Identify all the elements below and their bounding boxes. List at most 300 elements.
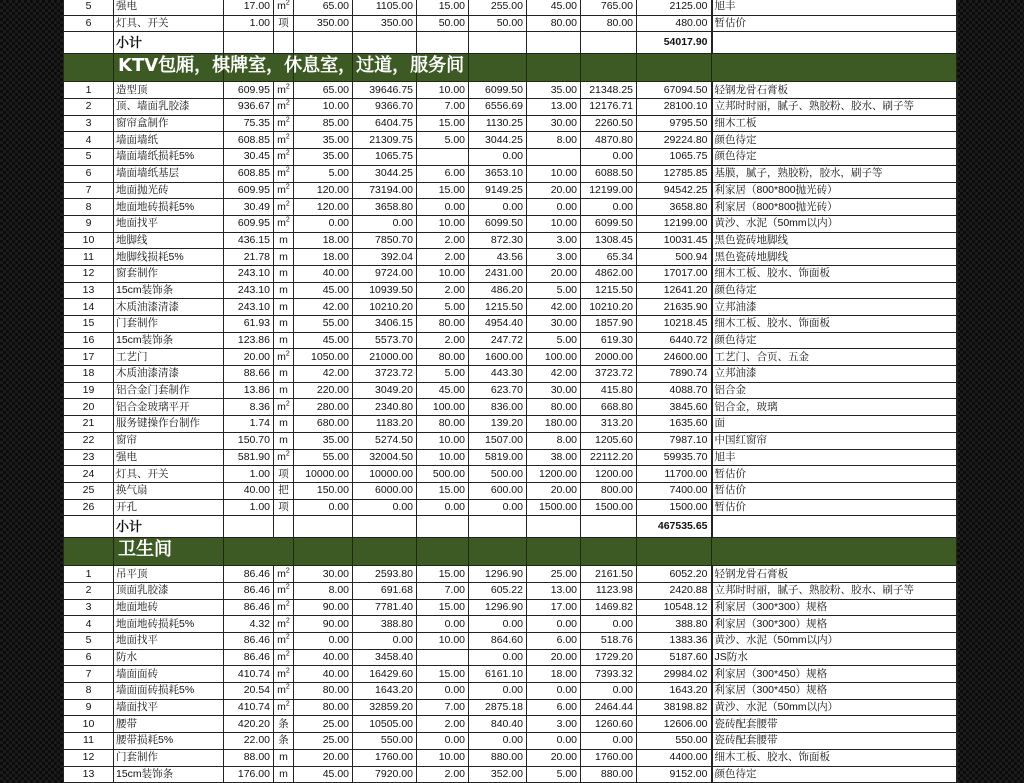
item-name-cell[interactable]: 墙面找平 [114,699,224,716]
material-unit-price-cell[interactable]: 35.00 [294,432,353,449]
labor-unit-price-cell[interactable]: 7.00 [417,699,469,716]
material-unit-price-cell[interactable]: 10.00 [294,99,353,116]
material-unit-price-cell[interactable]: 20.00 [294,749,353,766]
row-index[interactable]: 11 [64,249,114,266]
item-name-cell[interactable]: 门套制作 [114,316,224,333]
aux-total-cell[interactable]: 1857.90 [581,316,637,333]
material-unit-price-cell[interactable]: 1050.00 [294,349,353,366]
notes-cell[interactable]: 铝合金 [712,382,957,399]
notes-cell[interactable]: 细木工板、胶水、饰面板 [712,265,957,282]
quantity-cell[interactable]: 608.85 [224,132,274,149]
aux-unit-price-cell[interactable]: 0.00 [527,683,581,700]
material-unit-price-cell[interactable]: 55.00 [294,449,353,466]
unit-cell[interactable]: m [274,316,294,333]
unit-cell[interactable]: $m^2$ [274,165,294,182]
aux-total-cell[interactable]: 0.00 [581,199,637,216]
line-total-cell[interactable]: 12641.20 [637,282,712,299]
material-unit-price-cell[interactable]: 120.00 [294,199,353,216]
material-total-cell[interactable]: 1065.75 [353,149,417,166]
line-total-cell[interactable]: 29224.80 [637,132,712,149]
labor-unit-price-cell[interactable]: 80.00 [417,349,469,366]
quantity-cell[interactable]: 123.86 [224,332,274,349]
quantity-cell[interactable]: 410.74 [224,666,274,683]
material-total-cell[interactable]: 5274.50 [353,432,417,449]
aux-unit-price-cell[interactable]: 10.00 [527,215,581,232]
unit-cell[interactable]: $m^2$ [274,82,294,99]
labor-total-cell[interactable]: 500.00 [469,466,527,483]
aux-unit-price-cell[interactable]: 8.00 [527,132,581,149]
labor-total-cell[interactable]: 0.00 [469,499,527,516]
item-name-cell[interactable]: 铝合金门套制作 [114,382,224,399]
aux-unit-price-cell[interactable]: 10.00 [527,165,581,182]
labor-total-cell[interactable]: 5819.00 [469,449,527,466]
notes-cell[interactable]: 立邦时时丽，腻子、熟胶粉、胶水、刷子等 [712,99,957,116]
item-name-cell[interactable]: 防水 [114,649,224,666]
aux-total-cell[interactable]: 313.20 [581,416,637,433]
material-unit-price-cell[interactable]: 30.00 [294,566,353,583]
material-total-cell[interactable]: 392.04 [353,249,417,266]
material-unit-price-cell[interactable]: 0.00 [294,215,353,232]
row-index[interactable]: 1 [64,82,114,99]
item-name-cell[interactable]: 铝合金玻璃平开 [114,399,224,416]
labor-total-cell[interactable]: 880.00 [469,749,527,766]
aux-unit-price-cell[interactable]: 6.00 [527,633,581,650]
material-unit-price-cell[interactable]: 35.00 [294,132,353,149]
line-total-cell[interactable]: 2420.88 [637,582,712,599]
material-unit-price-cell[interactable]: 18.00 [294,249,353,266]
quantity-cell[interactable]: 1.00 [224,466,274,483]
aux-total-cell[interactable]: 2161.50 [581,566,637,583]
material-total-cell[interactable]: 2340.80 [353,399,417,416]
unit-cell[interactable]: $m^2$ [274,0,294,15]
notes-cell[interactable]: 瓷砖配套腰带 [712,716,957,733]
unit-cell[interactable]: m [274,382,294,399]
material-total-cell[interactable]: 691.68 [353,582,417,599]
quantity-cell[interactable]: 86.46 [224,566,274,583]
aux-unit-price-cell[interactable]: 80.00 [527,399,581,416]
item-name-cell[interactable]: 木质油漆清漆 [114,299,224,316]
material-unit-price-cell[interactable]: 85.00 [294,115,353,132]
item-name-cell[interactable]: 木质油漆清漆 [114,366,224,383]
labor-unit-price-cell[interactable]: 10.00 [417,82,469,99]
aux-unit-price-cell[interactable]: 3.00 [527,232,581,249]
aux-total-cell[interactable]: 22112.20 [581,449,637,466]
quantity-cell[interactable]: 243.10 [224,299,274,316]
material-total-cell[interactable]: 10000.00 [353,466,417,483]
row-index[interactable]: 10 [64,232,114,249]
unit-cell[interactable]: $m^2$ [274,449,294,466]
notes-cell[interactable]: 轻钢龙骨石膏板 [712,566,957,583]
row-index[interactable]: 7 [64,666,114,683]
row-index[interactable]: 16 [64,332,114,349]
unit-cell[interactable]: m [274,366,294,383]
aux-unit-price-cell[interactable]: 5.00 [527,282,581,299]
aux-unit-price-cell[interactable]: 5.00 [527,766,581,783]
labor-total-cell[interactable]: 3653.10 [469,165,527,182]
labor-total-cell[interactable]: 0.00 [469,649,527,666]
notes-cell[interactable]: 立邦时时丽，腻子、熟胶粉、胶水、刷子等 [712,582,957,599]
labor-total-cell[interactable]: 6556.69 [469,99,527,116]
quantity-cell[interactable]: 20.00 [224,349,274,366]
row-index[interactable]: 5 [64,0,114,15]
line-total-cell[interactable]: 6440.72 [637,332,712,349]
aux-unit-price-cell[interactable]: 0.00 [527,616,581,633]
material-unit-price-cell[interactable]: 18.00 [294,232,353,249]
notes-cell[interactable]: 工艺门、合页、五金 [712,349,957,366]
line-total-cell[interactable]: 3845.60 [637,399,712,416]
quantity-cell[interactable]: 1.74 [224,416,274,433]
item-name-cell[interactable]: 开孔 [114,499,224,516]
quantity-cell[interactable]: 176.00 [224,766,274,783]
item-name-cell[interactable]: 地脚线损耗5% [114,249,224,266]
unit-cell[interactable]: $m^2$ [274,683,294,700]
labor-unit-price-cell[interactable]: 100.00 [417,399,469,416]
aux-unit-price-cell[interactable]: 45.00 [527,0,581,15]
unit-cell[interactable]: m [274,265,294,282]
notes-cell[interactable]: 细木工板、胶水、饰面板 [712,749,957,766]
quantity-cell[interactable]: 75.35 [224,115,274,132]
material-unit-price-cell[interactable]: 80.00 [294,699,353,716]
labor-unit-price-cell[interactable]: 2.00 [417,249,469,266]
labor-unit-price-cell[interactable]: 7.00 [417,582,469,599]
quantity-cell[interactable]: 88.66 [224,366,274,383]
notes-cell[interactable]: 轻钢龙骨石膏板 [712,82,957,99]
unit-cell[interactable]: m [274,432,294,449]
row-index[interactable]: 2 [64,582,114,599]
item-name-cell[interactable]: 窗帘盒制作 [114,115,224,132]
material-total-cell[interactable]: 6000.00 [353,482,417,499]
item-name-cell[interactable]: 15cm装饰条 [114,332,224,349]
labor-unit-price-cell[interactable]: 5.00 [417,366,469,383]
labor-unit-price-cell[interactable]: 15.00 [417,599,469,616]
labor-total-cell[interactable]: 139.20 [469,416,527,433]
item-name-cell[interactable]: 换气扇 [114,482,224,499]
row-index[interactable]: 6 [64,649,114,666]
quantity-cell[interactable]: 608.85 [224,165,274,182]
line-total-cell[interactable]: 2125.00 [637,0,712,15]
aux-unit-price-cell[interactable]: 13.00 [527,99,581,116]
quantity-cell[interactable]: 150.70 [224,432,274,449]
aux-unit-price-cell[interactable]: 100.00 [527,349,581,366]
line-total-cell[interactable]: 6052.20 [637,566,712,583]
line-total-cell[interactable]: 1643.20 [637,683,712,700]
labor-unit-price-cell[interactable]: 0.00 [417,683,469,700]
labor-unit-price-cell[interactable]: 10.00 [417,449,469,466]
unit-cell[interactable]: m [274,299,294,316]
aux-total-cell[interactable]: 0.00 [581,149,637,166]
labor-unit-price-cell[interactable]: 6.00 [417,165,469,182]
labor-unit-price-cell[interactable] [417,149,469,166]
unit-cell[interactable]: $m^2$ [274,566,294,583]
row-index[interactable]: 4 [64,616,114,633]
aux-total-cell[interactable]: 1729.20 [581,649,637,666]
line-total-cell[interactable]: 29984.02 [637,666,712,683]
aux-total-cell[interactable]: 0.00 [581,616,637,633]
material-total-cell[interactable]: 1643.20 [353,683,417,700]
line-total-cell[interactable]: 94542.25 [637,182,712,199]
aux-unit-price-cell[interactable]: 20.00 [527,749,581,766]
labor-unit-price-cell[interactable]: 80.00 [417,416,469,433]
labor-unit-price-cell[interactable]: 7.00 [417,99,469,116]
aux-unit-price-cell[interactable]: 0.00 [527,199,581,216]
line-total-cell[interactable]: 12606.00 [637,716,712,733]
row-index[interactable]: 5 [64,149,114,166]
unit-cell[interactable]: 条 [274,716,294,733]
material-total-cell[interactable]: 1183.20 [353,416,417,433]
row-index[interactable]: 15 [64,316,114,333]
unit-cell[interactable]: $m^2$ [274,616,294,633]
aux-total-cell[interactable]: 765.00 [581,0,637,15]
material-total-cell[interactable]: 16429.60 [353,666,417,683]
line-total-cell[interactable]: 59935.70 [637,449,712,466]
unit-cell[interactable]: $m^2$ [274,649,294,666]
labor-unit-price-cell[interactable]: 0.00 [417,733,469,750]
aux-unit-price-cell[interactable]: 20.00 [527,182,581,199]
labor-total-cell[interactable]: 1296.90 [469,599,527,616]
quantity-cell[interactable]: 420.20 [224,716,274,733]
row-index[interactable]: 13 [64,766,114,783]
material-total-cell[interactable]: 6404.75 [353,115,417,132]
material-unit-price-cell[interactable]: 150.00 [294,482,353,499]
labor-total-cell[interactable]: 0.00 [469,149,527,166]
item-name-cell[interactable]: 地面找平 [114,633,224,650]
line-total-cell[interactable]: 1065.75 [637,149,712,166]
unit-cell[interactable]: m [274,282,294,299]
aux-total-cell[interactable]: 10210.20 [581,299,637,316]
row-index[interactable]: 21 [64,416,114,433]
aux-total-cell[interactable]: 12176.71 [581,99,637,116]
material-unit-price-cell[interactable]: 0.00 [294,499,353,516]
aux-total-cell[interactable]: 518.76 [581,633,637,650]
material-total-cell[interactable]: 39646.75 [353,82,417,99]
quantity-cell[interactable]: 609.95 [224,215,274,232]
notes-cell[interactable]: 黄沙、水泥（50mm以内） [712,633,957,650]
unit-cell[interactable]: 项 [274,15,294,32]
labor-total-cell[interactable]: 836.00 [469,399,527,416]
aux-unit-price-cell[interactable]: 35.00 [527,82,581,99]
material-unit-price-cell[interactable]: 120.00 [294,182,353,199]
material-total-cell[interactable]: 2593.80 [353,566,417,583]
material-total-cell[interactable]: 32859.20 [353,699,417,716]
aux-unit-price-cell[interactable]: 30.00 [527,316,581,333]
line-total-cell[interactable]: 1500.00 [637,499,712,516]
item-name-cell[interactable]: 吊平顶 [114,566,224,583]
aux-total-cell[interactable]: 0.00 [581,733,637,750]
labor-unit-price-cell[interactable]: 0.00 [417,199,469,216]
notes-cell[interactable]: 面 [712,416,957,433]
aux-total-cell[interactable]: 1260.60 [581,716,637,733]
item-name-cell[interactable]: 门套制作 [114,749,224,766]
aux-total-cell[interactable]: 1200.00 [581,466,637,483]
aux-total-cell[interactable]: 619.30 [581,332,637,349]
aux-unit-price-cell[interactable]: 180.00 [527,416,581,433]
aux-total-cell[interactable]: 0.00 [581,683,637,700]
row-index[interactable]: 14 [64,299,114,316]
labor-total-cell[interactable]: 247.72 [469,332,527,349]
material-total-cell[interactable]: 7920.00 [353,766,417,783]
item-name-cell[interactable]: 15cm装饰条 [114,766,224,783]
material-unit-price-cell[interactable]: 42.00 [294,366,353,383]
material-total-cell[interactable]: 1105.00 [353,0,417,15]
aux-total-cell[interactable]: 1500.00 [581,499,637,516]
labor-total-cell[interactable]: 1296.90 [469,566,527,583]
labor-total-cell[interactable]: 1130.25 [469,115,527,132]
labor-total-cell[interactable]: 0.00 [469,683,527,700]
labor-unit-price-cell[interactable]: 50.00 [417,15,469,32]
material-total-cell[interactable]: 3658.80 [353,199,417,216]
aux-total-cell[interactable]: 2000.00 [581,349,637,366]
notes-cell[interactable]: 黄沙、水泥（50mm以内） [712,215,957,232]
labor-total-cell[interactable]: 43.56 [469,249,527,266]
quantity-cell[interactable]: 86.46 [224,649,274,666]
aux-unit-price-cell[interactable]: 13.00 [527,582,581,599]
item-name-cell[interactable]: 墙面面砖损耗5% [114,683,224,700]
row-index[interactable]: 6 [64,15,114,32]
notes-cell[interactable]: 颜色待定 [712,332,957,349]
material-total-cell[interactable]: 9724.00 [353,265,417,282]
material-unit-price-cell[interactable]: 350.00 [294,15,353,32]
unit-cell[interactable]: m [274,749,294,766]
row-index[interactable]: 5 [64,633,114,650]
unit-cell[interactable]: m [274,249,294,266]
labor-total-cell[interactable]: 605.22 [469,582,527,599]
subtotal-label[interactable]: 小计 [114,516,224,538]
material-unit-price-cell[interactable]: 35.00 [294,149,353,166]
material-unit-price-cell[interactable]: 8.00 [294,582,353,599]
item-name-cell[interactable]: 顶、墙面乳胶漆 [114,99,224,116]
material-total-cell[interactable]: 21000.00 [353,349,417,366]
notes-cell[interactable]: 铝合金，玻璃 [712,399,957,416]
quantity-cell[interactable]: 609.95 [224,82,274,99]
labor-total-cell[interactable]: 1600.00 [469,349,527,366]
line-total-cell[interactable]: 10548.12 [637,599,712,616]
row-index[interactable]: 17 [64,349,114,366]
quantity-cell[interactable]: 88.00 [224,749,274,766]
labor-unit-price-cell[interactable]: 15.00 [417,115,469,132]
aux-unit-price-cell[interactable]: 25.00 [527,566,581,583]
row-index[interactable]: 18 [64,366,114,383]
labor-total-cell[interactable]: 0.00 [469,733,527,750]
unit-cell[interactable]: $m^2$ [274,215,294,232]
labor-unit-price-cell[interactable]: 0.00 [417,616,469,633]
notes-cell[interactable]: 立邦油漆 [712,366,957,383]
notes-cell[interactable]: 暂估价 [712,466,957,483]
material-total-cell[interactable]: 9366.70 [353,99,417,116]
material-unit-price-cell[interactable]: 45.00 [294,766,353,783]
labor-total-cell[interactable]: 50.00 [469,15,527,32]
labor-total-cell[interactable]: 623.70 [469,382,527,399]
notes-cell[interactable]: 旭丰 [712,449,957,466]
item-name-cell[interactable]: 地面抛光砖 [114,182,224,199]
notes-cell[interactable]: 立邦油漆 [712,299,957,316]
aux-unit-price-cell[interactable]: 30.00 [527,382,581,399]
quantity-cell[interactable]: 20.54 [224,683,274,700]
item-name-cell[interactable]: 墙面墙纸损耗5% [114,149,224,166]
labor-unit-price-cell[interactable]: 15.00 [417,0,469,15]
aux-total-cell[interactable]: 800.00 [581,482,637,499]
labor-unit-price-cell[interactable]: 2.00 [417,232,469,249]
unit-cell[interactable]: $m^2$ [274,582,294,599]
aux-unit-price-cell[interactable]: 80.00 [527,15,581,32]
quantity-cell[interactable]: 410.74 [224,699,274,716]
notes-cell[interactable]: 利家居（300*300）规格 [712,599,957,616]
labor-total-cell[interactable]: 6161.10 [469,666,527,683]
unit-cell[interactable]: $m^2$ [274,699,294,716]
material-total-cell[interactable]: 3406.15 [353,316,417,333]
material-total-cell[interactable]: 10505.00 [353,716,417,733]
item-name-cell[interactable]: 强电 [114,449,224,466]
notes-cell[interactable]: 黑色瓷砖地脚线 [712,249,957,266]
row-index[interactable]: 26 [64,499,114,516]
item-name-cell[interactable]: 地面地砖 [114,599,224,616]
item-name-cell[interactable]: 墙面墙纸 [114,132,224,149]
aux-unit-price-cell[interactable]: 0.00 [527,733,581,750]
notes-cell[interactable]: 利家居（300*450）规格 [712,666,957,683]
notes-cell[interactable]: 暂估价 [712,482,957,499]
material-unit-price-cell[interactable]: 680.00 [294,416,353,433]
quantity-cell[interactable]: 86.46 [224,582,274,599]
labor-unit-price-cell[interactable]: 2.00 [417,716,469,733]
quantity-cell[interactable]: 40.00 [224,482,274,499]
notes-cell[interactable]: 细木工板、胶水、饰面板 [712,316,957,333]
labor-unit-price-cell[interactable]: 2.00 [417,766,469,783]
notes-cell[interactable]: 旭丰 [712,0,957,15]
aux-total-cell[interactable]: 668.80 [581,399,637,416]
material-total-cell[interactable]: 388.80 [353,616,417,633]
labor-total-cell[interactable]: 255.00 [469,0,527,15]
aux-unit-price-cell[interactable]: 5.00 [527,332,581,349]
line-total-cell[interactable]: 10031.45 [637,232,712,249]
labor-unit-price-cell[interactable]: 0.00 [417,499,469,516]
material-total-cell[interactable]: 3044.25 [353,165,417,182]
notes-cell[interactable]: JS防水 [712,649,957,666]
quantity-cell[interactable]: 609.95 [224,182,274,199]
material-unit-price-cell[interactable]: 10000.00 [294,466,353,483]
aux-total-cell[interactable]: 6088.50 [581,165,637,182]
aux-total-cell[interactable]: 4870.80 [581,132,637,149]
line-total-cell[interactable]: 10218.45 [637,316,712,333]
labor-total-cell[interactable]: 1507.00 [469,432,527,449]
aux-unit-price-cell[interactable]: 38.00 [527,449,581,466]
unit-cell[interactable]: 把 [274,482,294,499]
labor-total-cell[interactable]: 840.40 [469,716,527,733]
row-index[interactable]: 25 [64,482,114,499]
labor-total-cell[interactable]: 0.00 [469,199,527,216]
labor-total-cell[interactable]: 6099.50 [469,215,527,232]
aux-total-cell[interactable]: 80.00 [581,15,637,32]
row-index[interactable]: 2 [64,99,114,116]
aux-total-cell[interactable]: 880.00 [581,766,637,783]
labor-total-cell[interactable]: 3044.25 [469,132,527,149]
aux-total-cell[interactable]: 4862.00 [581,265,637,282]
labor-unit-price-cell[interactable]: 10.00 [417,749,469,766]
line-total-cell[interactable]: 1383.36 [637,633,712,650]
item-name-cell[interactable]: 腰带损耗5% [114,733,224,750]
aux-total-cell[interactable]: 1205.60 [581,432,637,449]
labor-unit-price-cell[interactable]: 2.00 [417,332,469,349]
material-total-cell[interactable]: 350.00 [353,15,417,32]
aux-total-cell[interactable]: 7393.32 [581,666,637,683]
aux-unit-price-cell[interactable]: 8.00 [527,432,581,449]
quantity-cell[interactable]: 1.00 [224,15,274,32]
labor-total-cell[interactable]: 0.00 [469,616,527,633]
line-total-cell[interactable]: 500.94 [637,249,712,266]
line-total-cell[interactable]: 5187.60 [637,649,712,666]
aux-total-cell[interactable]: 1469.82 [581,599,637,616]
material-unit-price-cell[interactable]: 25.00 [294,716,353,733]
notes-cell[interactable]: 利家居（300*300）规格 [712,616,957,633]
quantity-cell[interactable]: 17.00 [224,0,274,15]
